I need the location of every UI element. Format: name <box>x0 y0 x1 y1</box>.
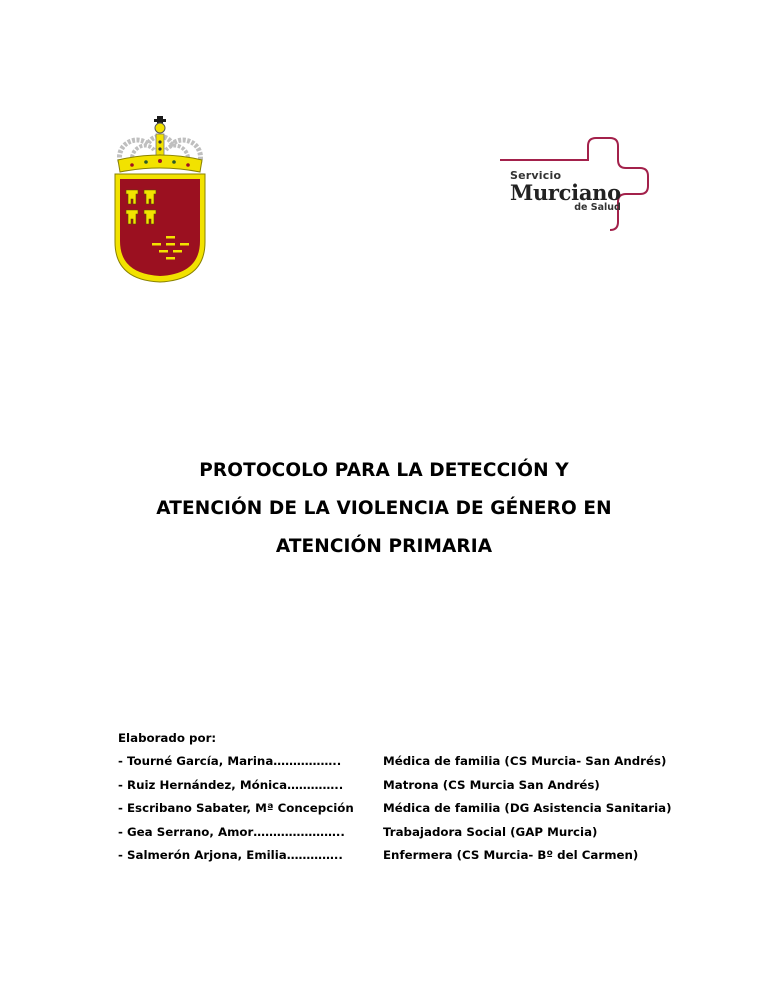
author-role: Médica de familia (CS Murcia- San Andrés) <box>383 754 667 768</box>
author-name: - Ruiz Hernández, Mónica………….. <box>118 777 344 792</box>
title-line-3: ATENCIÓN PRIMARIA <box>275 536 493 557</box>
author-row <box>118 821 763 845</box>
author-row <box>118 750 763 774</box>
author-name: - Gea Serrano, Amor………………….. <box>118 824 345 839</box>
document-title <box>0 452 768 566</box>
author-row <box>118 844 763 868</box>
title-line-1: PROTOCOLO PARA LA DETECCIÓN Y <box>199 460 569 481</box>
author-row <box>118 797 763 821</box>
shield-icon <box>115 174 205 282</box>
sms-logo-line3: de Salud <box>574 202 621 213</box>
credits-section <box>118 727 763 868</box>
title-line-2: ATENCIÓN DE LA VIOLENCIA DE GÉNERO EN <box>156 498 612 519</box>
author-role: Matrona (CS Murcia San Andrés) <box>383 777 600 792</box>
author-name: - Salmerón Arjona, Emilia………….. <box>118 848 343 862</box>
author-row <box>118 774 763 798</box>
sms-logo-line2: Murciano <box>510 180 621 205</box>
author-name: - Tourné García, Marina…………….. <box>118 754 342 768</box>
coat-of-arms-logo <box>112 114 208 284</box>
sms-logo-line1: Servicio <box>510 169 562 182</box>
author-role: Enfermera (CS Murcia- Bº del Carmen) <box>383 848 639 862</box>
author-role: Trabajadora Social (GAP Murcia) <box>383 824 598 839</box>
crown-icon <box>118 116 202 172</box>
author-name: - Escribano Sabater, Mª Concepción <box>118 801 354 815</box>
credits-heading: Elaborado por: <box>118 731 217 745</box>
author-role: Médica de familia (DG Asistencia Sanitaria) <box>383 801 672 815</box>
